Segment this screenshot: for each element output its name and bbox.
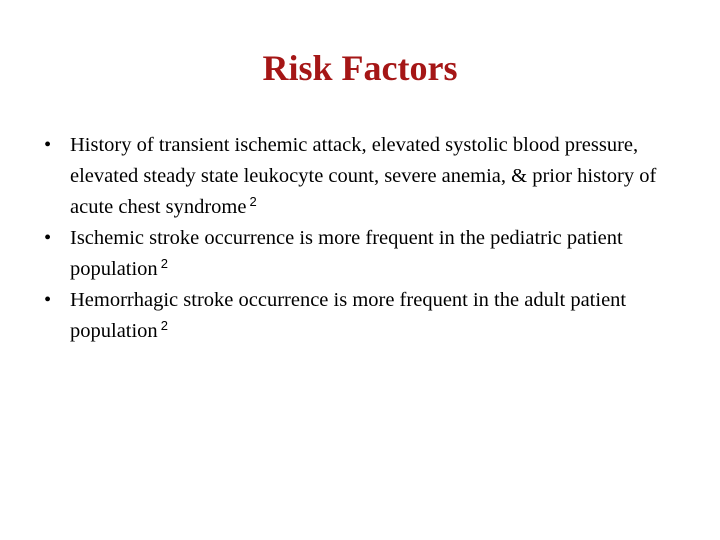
bullet-list: [44, 130, 684, 347]
reference-superscript: 2: [160, 318, 168, 333]
bullet-item: [44, 285, 684, 347]
bullet-text: Ischemic stroke occurrence is more frequent in the pediatric patient population: [70, 227, 623, 280]
bullet-text: Hemorrhagic stroke occurrence is more frequent in the adult patient population: [70, 289, 627, 342]
reference-superscript: 2: [160, 256, 168, 271]
bullet-text: History of transient ischemic attack, elevated systolic blood pressure, elevated steady state leukocyte count, severe anemia, & prior history of acute chest syndrome: [70, 134, 657, 218]
reference-superscript: 2: [249, 194, 257, 209]
bullet-glyph: •: [44, 289, 52, 311]
bullet-item: [44, 130, 684, 223]
bullet-glyph: •: [44, 227, 52, 249]
slide-title: Risk Factors: [262, 48, 458, 88]
bullet-item: [44, 223, 684, 285]
bullet-glyph: •: [44, 134, 52, 156]
